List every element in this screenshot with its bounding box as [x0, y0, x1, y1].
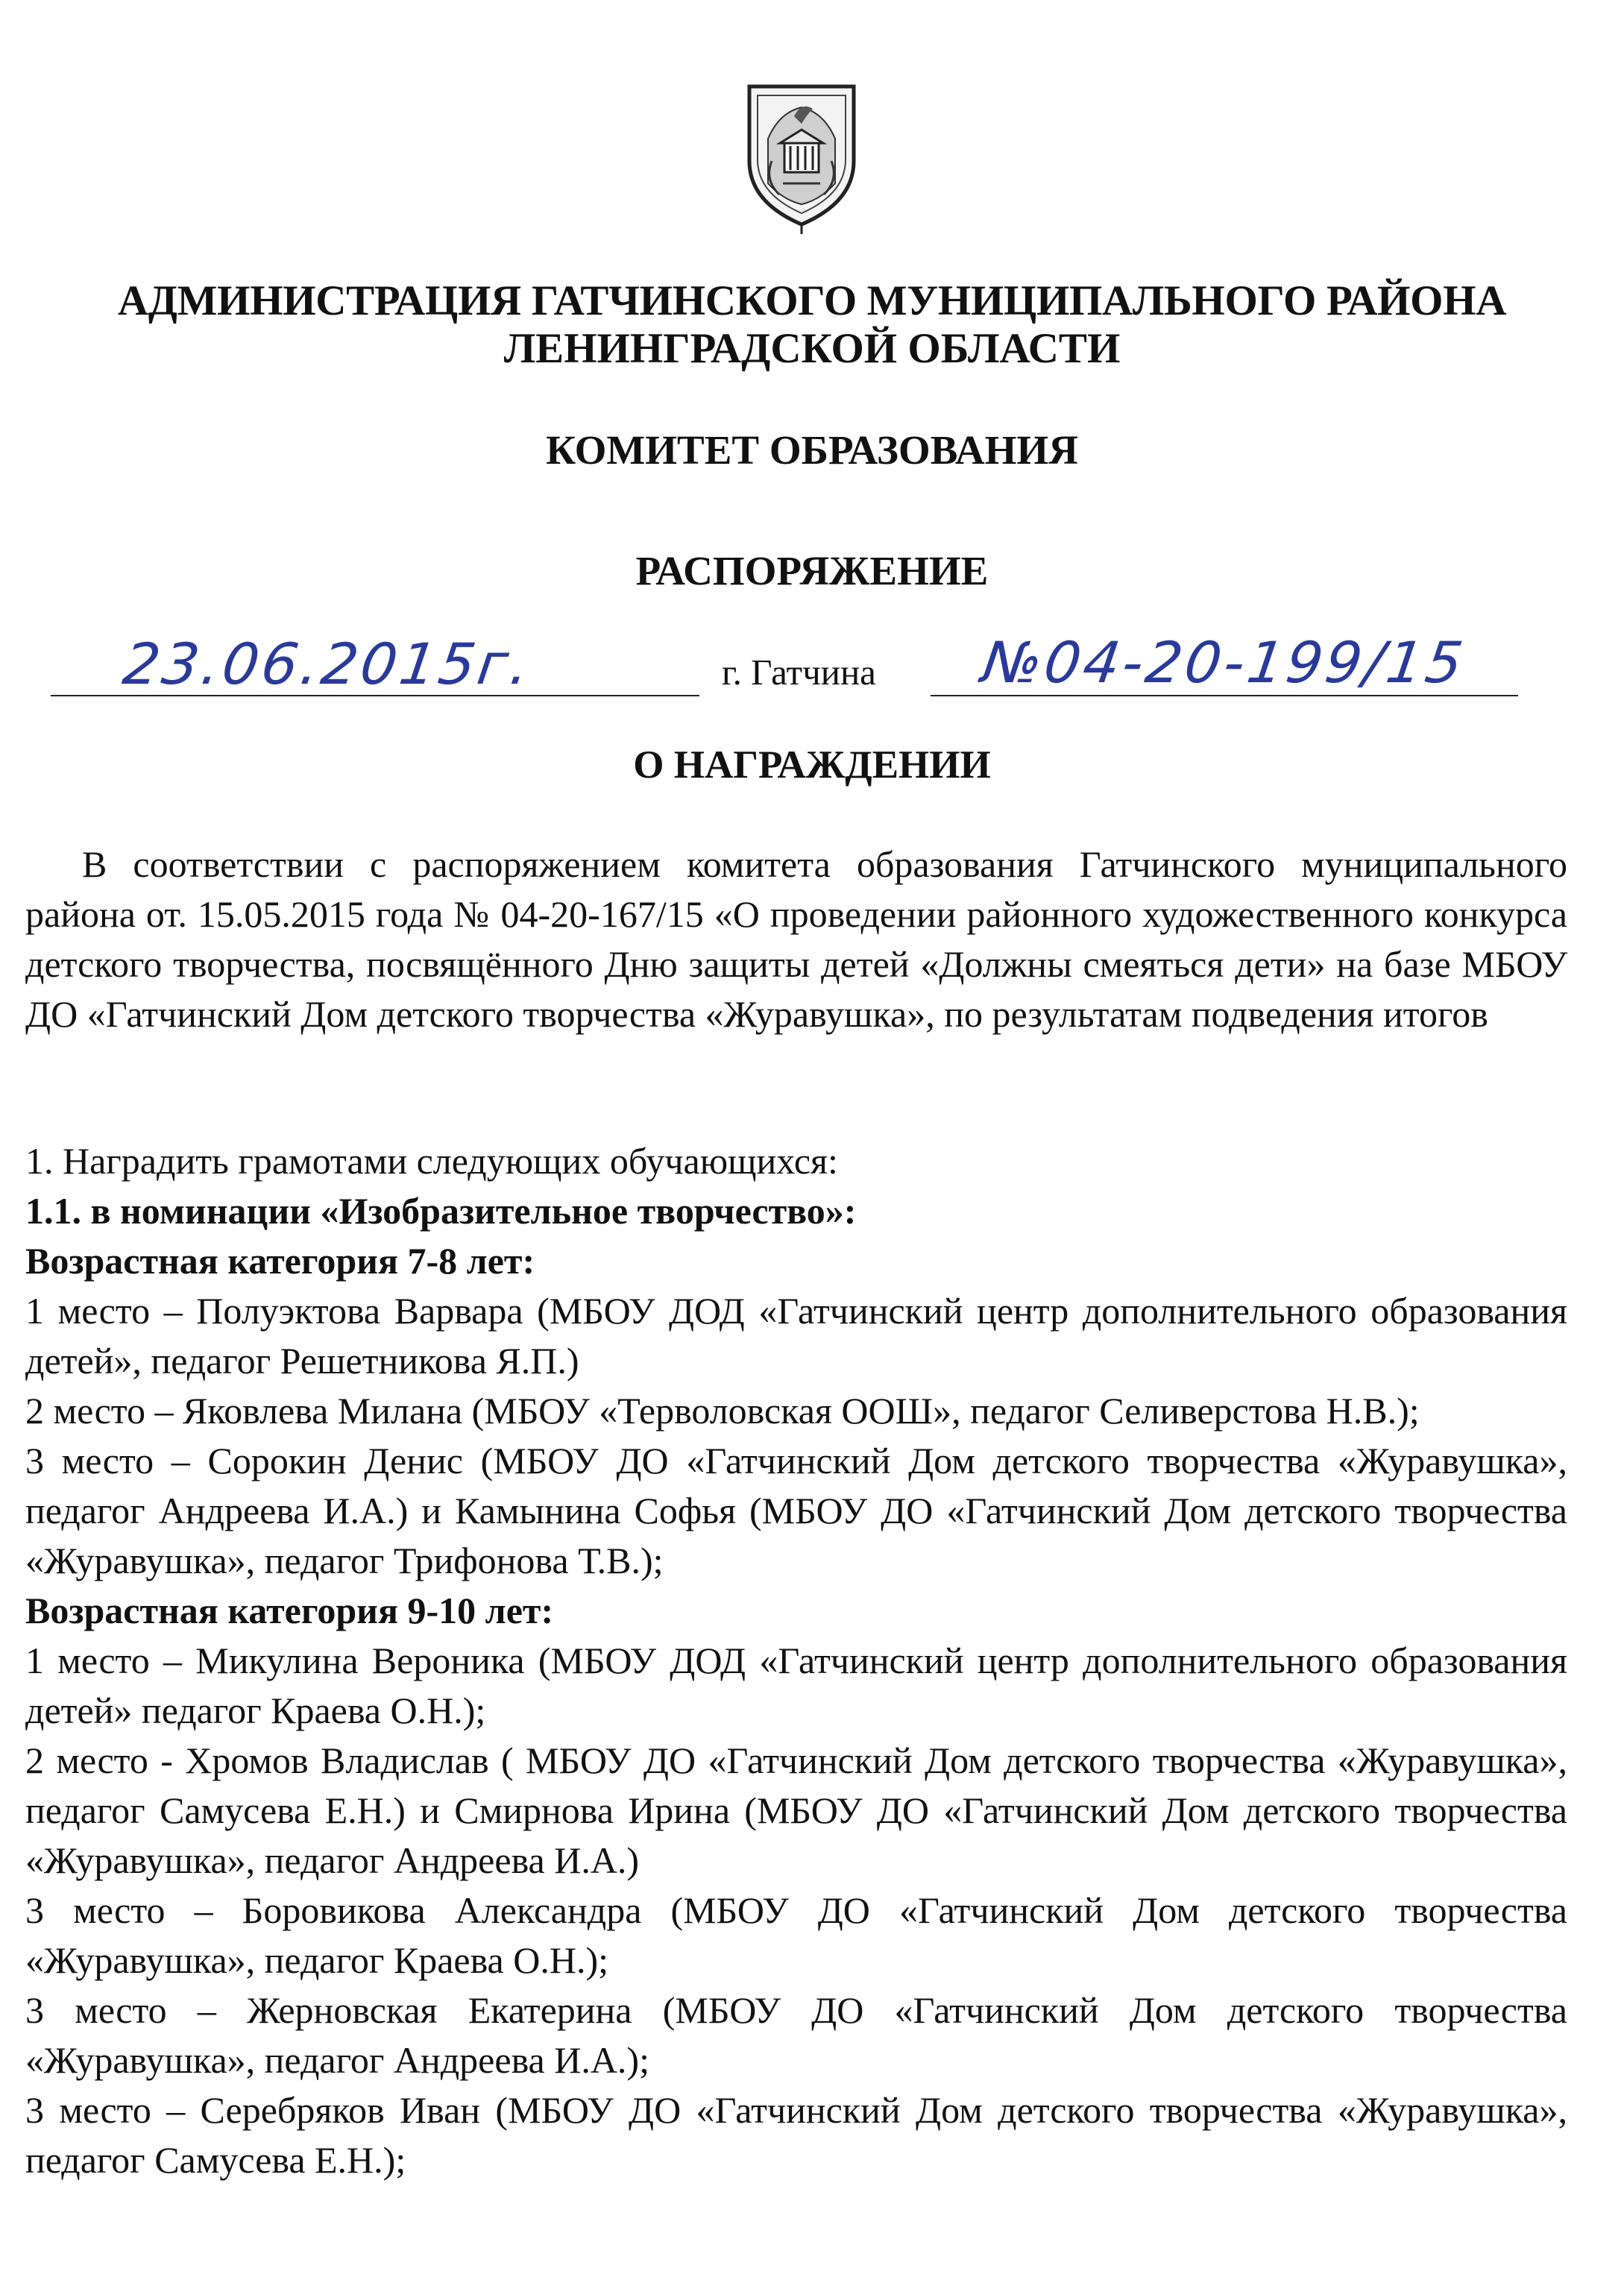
award-item: 1 место – Полуэктова Варвара (МБОУ ДОД «Гатчинский центр дополнительного образования детей», педагог Решетникова Я.П.): [25, 1290, 1567, 1382]
document-type: РАСПОРЯЖЕНИЕ: [635, 548, 989, 593]
section-heading: Возрастная категория 7-8 лет:: [25, 1240, 535, 1282]
dateline: [0, 629, 1624, 708]
award-item: 1 место – Микулина Вероника (МБОУ ДОД «Гатчинский центр дополнительного образования детей» педагог Краева О.Н.);: [25, 1640, 1567, 1731]
handwritten-date: 23.06.2015г.: [119, 631, 537, 697]
intro-paragraph: В соответствии с распоряжением комитета образования Гатчинского муниципального района от. 15.05.2015 года № 04-20-167/15 «О проведении районного художественного конкурса детского творчества, посвящённого Дню защиты детей «Должны смеяться дети» на базе МБОУ ДО «Гатчинский Дом детского творчества «Журавушка», по результатам подведения итогов: [25, 843, 1567, 1035]
award-item: 3 место – Сорокин Денис (МБОУ ДО «Гатчинский Дом детского творчества «Журавушка», педагог Андреева И.А.) и Камынина Софья (МБОУ ДО «Гатчинский Дом детского творчества «Журавушка», педагог Трифонова Т.В.);: [25, 1440, 1567, 1581]
award-item: 2 место - Хромов Владислав ( МБОУ ДО «Гатчинский Дом детского творчества «Журавушка», педагог Самусева Е.Н.) и Смирнова Ирина (МБОУ ДО «Гатчинский Дом детского творчества «Журавушка», педагог Андреева И.А.): [25, 1739, 1567, 1881]
administration-title: АДМИНИСТРАЦИЯ ГАТЧИНСКОГО МУНИЦИПАЛЬНОГО РАЙОНА: [117, 277, 1507, 324]
city-label: г. Гатчина: [722, 652, 876, 693]
handwritten-number: №04-20-199/15: [978, 629, 1470, 696]
document-subject: О НАГРАЖДЕНИИ: [633, 743, 991, 787]
section-heading: 1.1. в номинации «Изобразительное творчество»:: [25, 1190, 857, 1232]
award-item: 2 место – Яковлева Милана (МБОУ «Терволовская ООШ», педагог Селиверстова Н.В.);: [25, 1390, 1420, 1432]
award-item: 3 место – Боровикова Александра (МБОУ ДО «Гатчинский Дом детского творчества «Журавушка», педагог Краева О.Н.);: [25, 1889, 1567, 1981]
award-list: [25, 1136, 1567, 2185]
award-item: 3 место – Серебряков Иван (МБОУ ДО «Гатчинский Дом детского творчества «Журавушка», педагог Самусева Е.Н.);: [25, 2089, 1567, 2181]
award-item: 1. Наградить грамотами следующих обучающихся:: [25, 1140, 838, 1182]
coat-of-arms-icon: [738, 72, 865, 236]
committee-title: КОМИТЕТ ОБРАЗОВАНИЯ: [546, 427, 1078, 473]
section-heading: Возрастная категория 9-10 лет:: [25, 1590, 554, 1631]
region-title: ЛЕНИНГРАДСКОЙ ОБЛАСТИ: [503, 325, 1121, 372]
award-item: 3 место – Жерновская Екатерина (МБОУ ДО «Гатчинский Дом детского творчества «Журавушка», педагог Андреева И.А.);: [25, 1989, 1567, 2081]
